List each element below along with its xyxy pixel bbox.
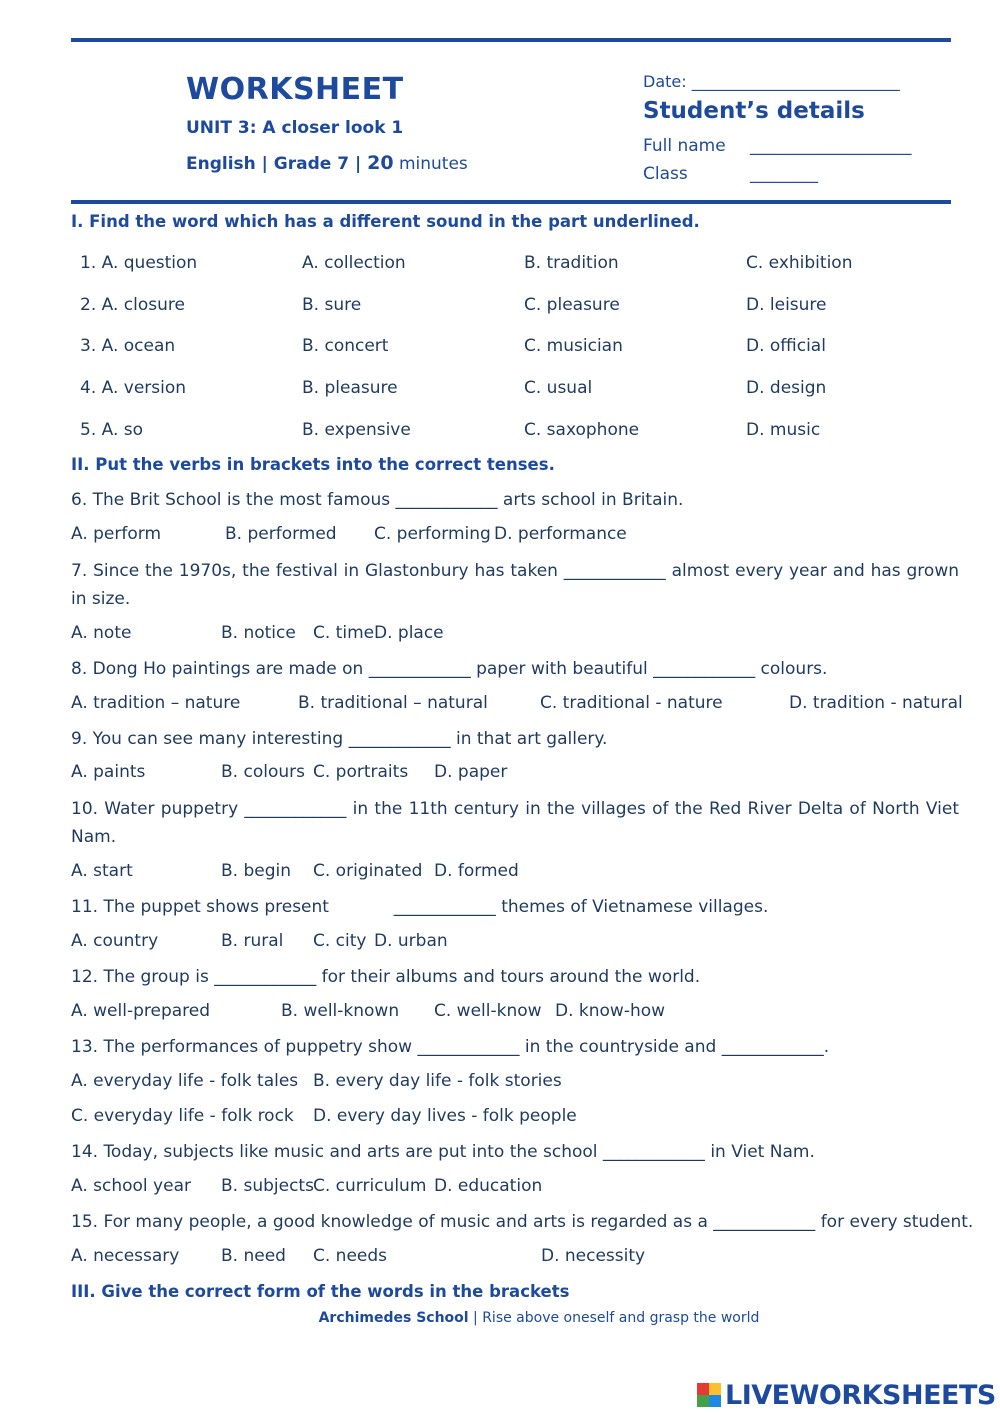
grade-minutes-word: minutes	[393, 154, 468, 174]
q9-option-c: C. portraits	[313, 762, 409, 782]
date-label: Date:	[643, 72, 692, 91]
q8-option-a: A. tradition – nature	[71, 693, 241, 713]
q15-option-b: B. need	[221, 1246, 286, 1266]
logo-square-red	[697, 1383, 709, 1395]
question-13: 13. The performances of puppetry show ____________ in the countryside and ____________.	[71, 1037, 830, 1057]
logo-square-yellow	[709, 1383, 721, 1395]
q13-option-d: D. every day lives - folk people	[313, 1106, 577, 1126]
q12-option-b: B. well-known	[281, 1001, 400, 1021]
q14-option-c: C. curriculum	[313, 1176, 427, 1196]
q9-option-a: A. paints	[71, 762, 146, 782]
section-2-title: II. Put the verbs in brackets into the correct tenses.	[71, 455, 555, 474]
s1-q2-a: 2. A. closure	[80, 295, 185, 315]
q10-option-b: B. begin	[221, 861, 292, 881]
s1-q5-d: D. music	[746, 420, 821, 440]
q8-option-d: D. tradition - natural	[789, 693, 963, 713]
s1-q4-a: 4. A. version	[80, 378, 187, 398]
grade-prefix: English | Grade 7 |	[186, 154, 368, 174]
section-3-title: III. Give the correct form of the words in the brackets	[71, 1282, 570, 1301]
q9-option-d: D. paper	[434, 762, 508, 782]
question-9: 9. You can see many interesting ____________ in that art gallery.	[71, 729, 608, 749]
q12-option-d: D. know-how	[555, 1001, 666, 1021]
s1-q1-c: B. tradition	[524, 253, 619, 273]
s1-q5-b: B. expensive	[302, 420, 411, 440]
q10-option-a: A. start	[71, 861, 133, 881]
s1-q5-c: C. saxophone	[524, 420, 640, 440]
q9-option-b: B. colours	[221, 762, 305, 782]
s1-q2-b: B. sure	[302, 295, 362, 315]
question-8: 8. Dong Ho paintings are made on ____________ paper with beautiful ____________ colours.	[71, 659, 828, 679]
worksheet-title: WORKSHEET	[186, 72, 404, 107]
q7-option-b: B. notice	[221, 623, 296, 643]
question-15: 15. For many people, a good knowledge of music and arts is regarded as a ____________ for every student.	[71, 1212, 974, 1232]
q14-option-b: B. subjects	[221, 1176, 314, 1196]
q8-option-c: C. traditional - nature	[540, 693, 723, 713]
header-bottom-rule	[71, 200, 951, 204]
unit-subtitle: UNIT 3: A closer look 1	[186, 118, 404, 138]
q7-option-d: D. place	[374, 623, 444, 643]
footer-school: Archimedes School	[318, 1310, 469, 1326]
q7-option-a: A. note	[71, 623, 132, 643]
fullname-field	[643, 136, 912, 156]
q13-option-a: A. everyday life - folk tales	[71, 1071, 299, 1091]
question-12: 12. The group is ____________ for their albums and tours around the world.	[71, 967, 701, 987]
page-footer	[129, 1310, 949, 1326]
fullname-label: Full name	[643, 136, 726, 156]
s1-q1-b: A. collection	[302, 253, 406, 273]
q11-option-a: A. country	[71, 931, 159, 951]
q11-option-b: B. rural	[221, 931, 284, 951]
q6-option-a: A. perform	[71, 524, 162, 544]
q10-option-c: C. originated	[313, 861, 423, 881]
s1-q3-b: B. concert	[302, 336, 389, 356]
question-14: 14. Today, subjects like music and arts are put into the school ____________ in Viet Nam.	[71, 1142, 815, 1162]
question-11: 11. The puppet shows present ____________ themes of Vietnamese villages.	[71, 897, 769, 917]
s1-q4-c: C. usual	[524, 378, 593, 398]
class-field	[643, 164, 818, 184]
q15-option-d: D. necessity	[541, 1246, 646, 1266]
q11-option-d: D. urban	[374, 931, 448, 951]
class-label: Class	[643, 164, 688, 184]
footer-motto: Rise above oneself and grasp the world	[482, 1310, 760, 1326]
q6-option-c: C. performing	[374, 524, 491, 544]
s1-q4-d: D. design	[746, 378, 827, 398]
class-line[interactable]: ________	[750, 164, 818, 184]
q8-option-b: B. traditional – natural	[298, 693, 488, 713]
footer-separator: |	[468, 1310, 483, 1326]
grade-minutes-number: 20	[367, 152, 394, 174]
section-1-title: I. Find the word which has a different sound in the part underlined.	[71, 212, 700, 231]
s1-q3-a: 3. A. ocean	[80, 336, 176, 356]
date-field	[643, 72, 900, 91]
s1-q5-a: 5. A. so	[80, 420, 144, 440]
s1-q3-d: D. official	[746, 336, 826, 356]
q6-option-b: B. performed	[225, 524, 337, 544]
s1-q2-c: C. pleasure	[524, 295, 620, 315]
date-line[interactable]: __________________________	[691, 72, 900, 91]
student-details-title: Student’s details	[643, 98, 865, 124]
liveworksheets-logo[interactable]	[697, 1378, 996, 1412]
logo-square-green	[697, 1395, 709, 1407]
question-6: 6. The Brit School is the most famous ____________ arts school in Britain.	[71, 490, 684, 510]
q13-option-b: B. every day life - folk stories	[313, 1071, 562, 1091]
question-7: 7. Since the 1970s, the festival in Glastonbury has taken ____________ almost every year and has grown in size.	[71, 561, 959, 609]
q14-option-a: A. school year	[71, 1176, 191, 1196]
logo-square-blue	[709, 1395, 721, 1407]
q15-option-c: C. needs	[313, 1246, 388, 1266]
q12-option-c: C. well-know	[434, 1001, 542, 1021]
fullname-line[interactable]: ___________________	[750, 136, 912, 156]
q15-option-a: A. necessary	[71, 1246, 180, 1266]
s1-q3-c: C. musician	[524, 336, 623, 356]
q7-option-c: C. time	[313, 623, 375, 643]
grade-line	[186, 152, 468, 174]
q11-option-c: C. city	[313, 931, 367, 951]
q13-option-c: C. everyday life - folk rock	[71, 1106, 294, 1126]
q6-option-d: D. performance	[494, 524, 627, 544]
question-10: 10. Water puppetry ____________ in the 11th century in the villages of the Red River Delta of North Viet Nam.	[71, 799, 959, 847]
s1-q4-b: B. pleasure	[302, 378, 398, 398]
s1-q1-a: 1. A. question	[80, 253, 198, 273]
s1-q2-d: D. leisure	[746, 295, 827, 315]
q10-option-d: D. formed	[434, 861, 519, 881]
q14-option-d: D. education	[434, 1176, 543, 1196]
liveworksheets-logo-icon	[697, 1383, 721, 1407]
top-rule	[71, 38, 951, 42]
liveworksheets-logo-text: LIVEWORKSHEETS	[725, 1379, 996, 1411]
s1-q1-d: C. exhibition	[746, 253, 853, 273]
q12-option-a: A. well-prepared	[71, 1001, 211, 1021]
